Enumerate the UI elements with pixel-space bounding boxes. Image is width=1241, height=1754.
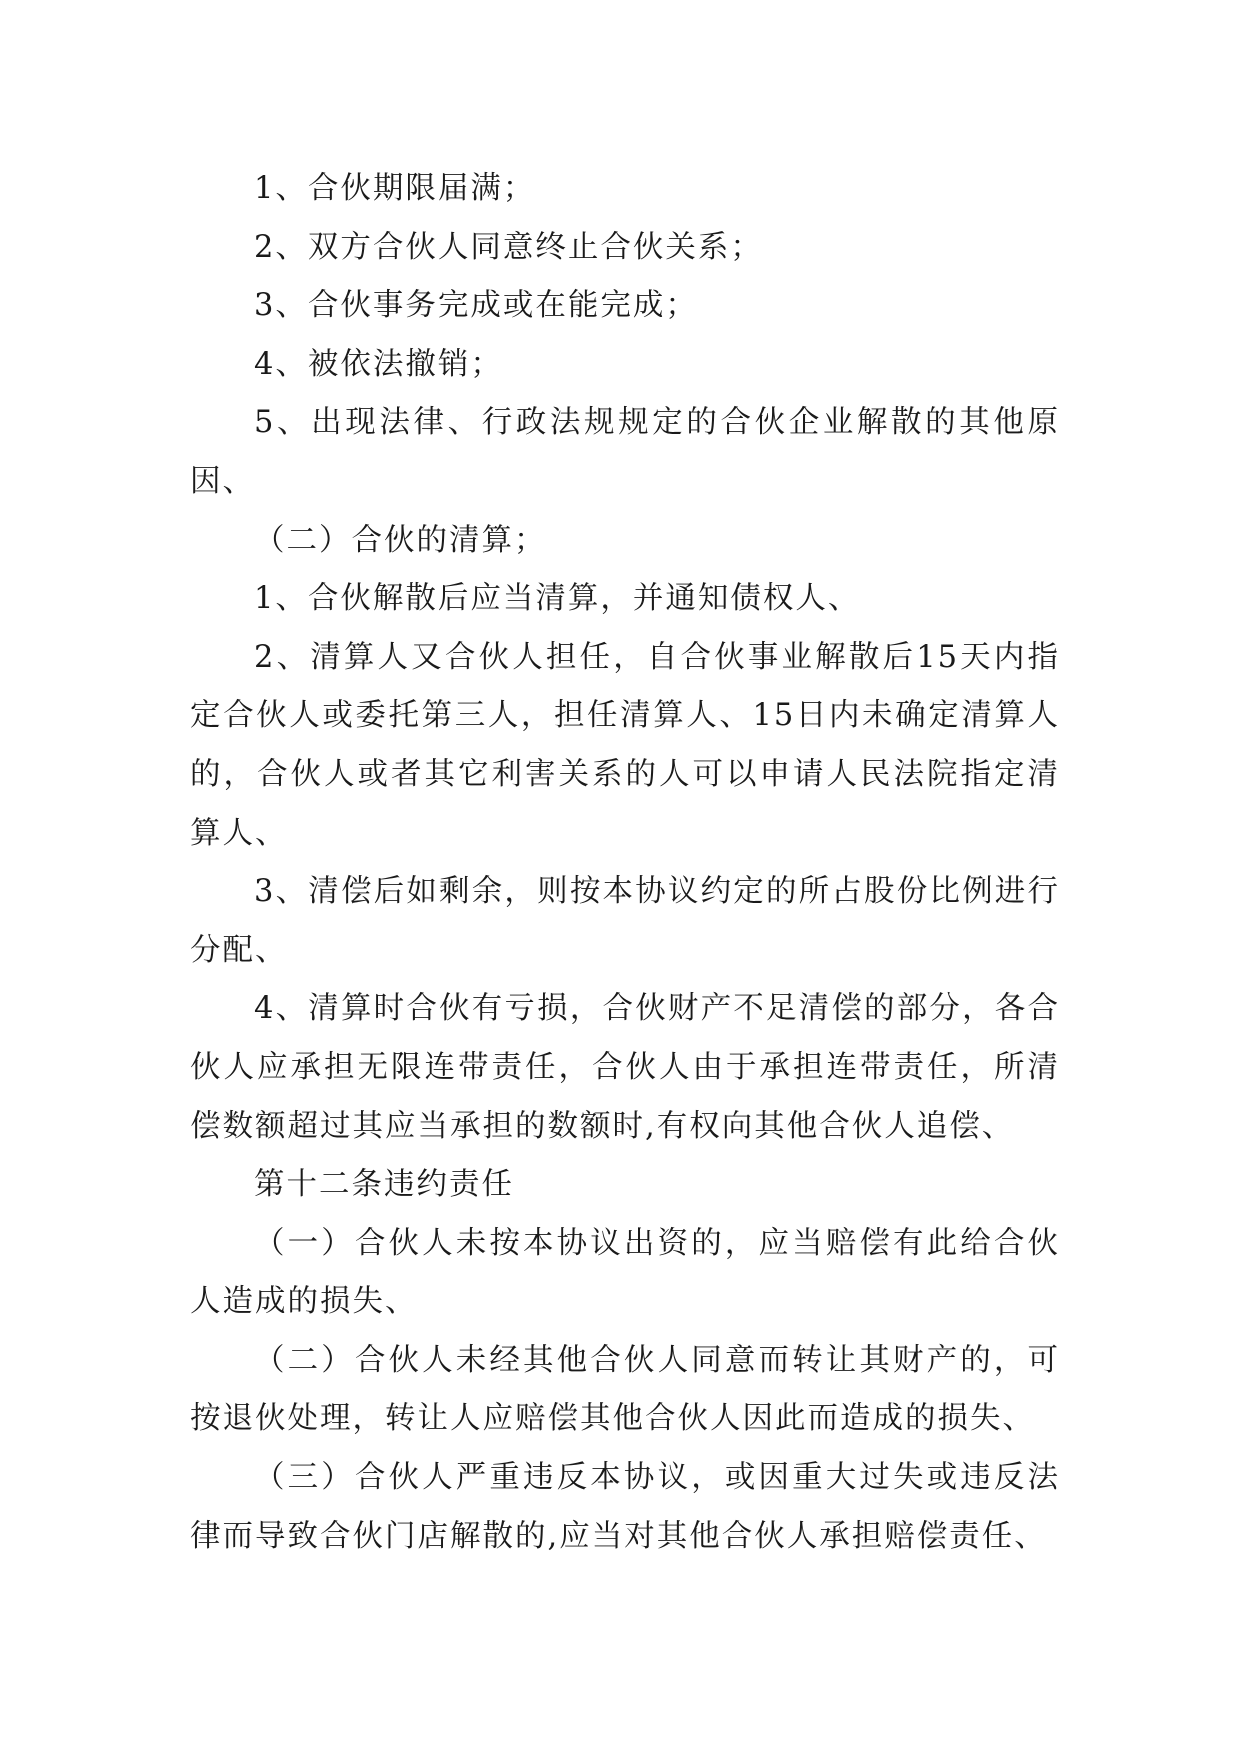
list-item-revoked: 4、被依法撤销； [254,346,503,382]
section-heading-liquidation: （二）合伙的清算； [254,522,547,558]
clause-serious-violation: （三）合伙人严重违反本协议，或因重大过失或违反法律而导致合伙门店解散的,应当对其他合伙人承担赔偿责任、 [190,1460,1060,1554]
list-item-loss-liability: 4、清算时合伙有亏损，合伙财产不足清偿的部分，各合伙人应承担无限连带责任，合伙人由于承担连带责任，所清偿数额超过其应当承担的数额时,有权向其他合伙人追偿、 [190,991,1060,1144]
clause-capital-default: （一）合伙人未按本协议出资的，应当赔偿有此给合伙人造成的损失、 [190,1225,1060,1320]
list-item-liquidator-appointment: 2、清算人又合伙人担任，自合伙事业解散后15天内指定合伙人或委托第三人，担任清算人、15日内未确定清算人的，合伙人或者其它利害关系的人可以申请人民法院指定清算人、 [190,639,1060,851]
list-item-business-completed: 3、合伙事务完成或在能完成； [254,288,698,324]
list-item-term-expired: 1、合伙期限届满； [254,171,536,206]
document-body [190,160,1060,1566]
list-item-mutual-termination: 2、双方合伙人同意终止合伙关系； [254,229,763,265]
list-item-surplus-distribution: 3、清偿后如剩余，则按本协议约定的所占股份比例进行分配、 [190,874,1060,968]
article-heading-breach: 第十二条违约责任 [254,1167,514,1203]
clause-unauthorized-transfer: （二）合伙人未经其他合伙人同意而转让其财产的，可按退伙处理，转让人应赔偿其他合伙人因此而造成的损失、 [190,1342,1060,1437]
list-item-other-reasons: 5、出现法律、行政法规规定的合伙企业解散的其他原因、 [190,405,1060,499]
list-item-liquidation-notice: 1、合伙解散后应当清算，并通知债权人、 [254,581,861,617]
